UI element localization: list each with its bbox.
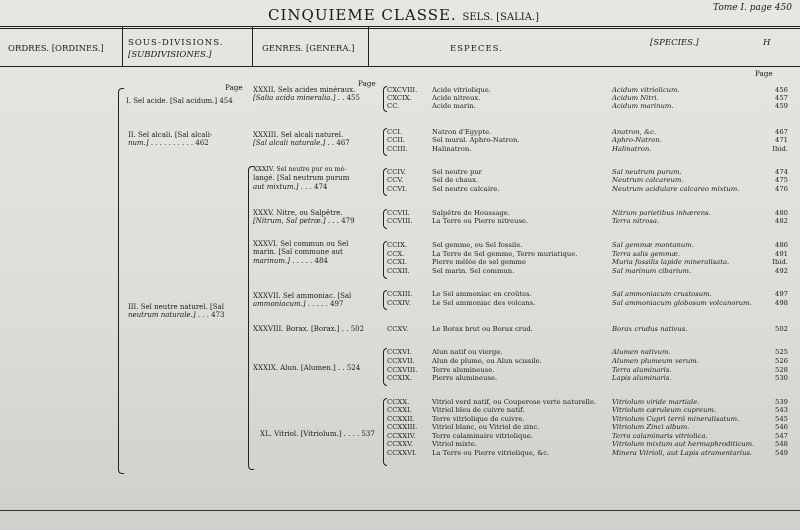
species-name: Borax crudus nativus. bbox=[612, 325, 688, 333]
genre-number: CCXII. bbox=[387, 267, 410, 275]
subdivision-xxxiii: XXXIII. Sel alcali naturel. [Sal alcali naturale.] . . 467 bbox=[253, 131, 350, 148]
species-page: 545 bbox=[775, 415, 788, 423]
species-name: Sal ammoniacum globosum volcanorum. bbox=[612, 299, 752, 307]
species-page: 526 bbox=[775, 357, 788, 365]
species-row bbox=[612, 357, 788, 365]
species-row bbox=[612, 241, 788, 249]
subdivision-xl: XL. Vitriol. [Vitriolum.] . . . . 537 bbox=[260, 430, 375, 438]
species-page: 539 bbox=[775, 398, 788, 406]
genre-number: CXCIX. bbox=[387, 94, 412, 102]
species-name: Neutrum acidulare calcareo mixtum. bbox=[612, 185, 740, 193]
species-page: 480 bbox=[775, 209, 788, 217]
col-header-subdivisions: SOUS-DIVISIONS. bbox=[128, 38, 224, 48]
species-page: 492 bbox=[775, 267, 788, 275]
species-page: 457 bbox=[775, 94, 788, 102]
espece-name: La Terre de Sel gemme, Terre muriatique. bbox=[432, 250, 578, 258]
species-page: 491 bbox=[775, 250, 788, 258]
espece-name: Alun de plume, ou Alun scissile. bbox=[432, 357, 542, 365]
species-name: Vitriolum mixtum aut hermaphroditicum. bbox=[612, 440, 755, 448]
species-name: Aphro-Natron. bbox=[612, 136, 662, 144]
header-rule-top bbox=[0, 26, 800, 27]
espece-name: La Terre ou Pierre nitreuse. bbox=[432, 217, 529, 225]
genre-number: CCX. bbox=[387, 250, 405, 258]
espece-name: Vitriol mixte. bbox=[432, 440, 477, 448]
species-name: Terra salis gemmæ. bbox=[612, 250, 681, 258]
column-divider-2 bbox=[252, 27, 253, 67]
espece-name: Sel marin. Sel commun. bbox=[432, 267, 515, 275]
species-row bbox=[612, 325, 788, 333]
espece-name: Acide nitreux. bbox=[432, 94, 481, 102]
species-name: Lapis aluminaris. bbox=[612, 374, 672, 382]
species-row bbox=[612, 217, 788, 225]
species-page: 530 bbox=[775, 374, 788, 382]
species-row bbox=[612, 136, 788, 144]
species-row bbox=[612, 258, 788, 266]
species-row bbox=[612, 102, 788, 110]
column-divider-3 bbox=[368, 27, 369, 67]
ordre-1: I. Sel acide. [Sal acidum.] 454 bbox=[126, 97, 233, 105]
species-page: 547 bbox=[775, 432, 788, 440]
genre-number: CCV. bbox=[387, 176, 404, 184]
species-page: 497 bbox=[775, 290, 788, 298]
species-page: 546 bbox=[775, 423, 788, 431]
col-header-ordres: ORDRES. [ORDINES.] bbox=[8, 44, 104, 54]
tome-page: Tome I. page 450 bbox=[713, 3, 792, 13]
col-header-subdivisions-latin: [SUBDIVISIONES.] bbox=[128, 50, 212, 60]
genre-number: CCXXIV. bbox=[387, 432, 416, 440]
col-header-especes: ESPECES. bbox=[450, 44, 503, 54]
genre-number: CCXIV. bbox=[387, 299, 411, 307]
subdivision-xxxvii: XXXVII. Sel ammoniac. [Sal ammoniacum.] . . . . . 497 bbox=[253, 292, 352, 309]
espece-name: Sel neutre pur bbox=[432, 168, 482, 176]
species-name: Acidum vitriolicum. bbox=[612, 86, 680, 94]
genre-number: CC. bbox=[387, 102, 400, 110]
genre-number: CCXVIII. bbox=[387, 366, 418, 374]
genre-number: CCVI. bbox=[387, 185, 408, 193]
espece-name: Acide vitriolique. bbox=[432, 86, 491, 94]
species-page: 548 bbox=[775, 440, 788, 448]
genre-number: CCXIX. bbox=[387, 374, 412, 382]
espece-name: Terre calaminaire vitriolique. bbox=[432, 432, 533, 440]
species-name: Sal ammoniacum crustosum. bbox=[612, 290, 712, 298]
espece-name: Sel de chaux. bbox=[432, 176, 479, 184]
subdivision-xxxiv: XXXIV. Sel neutre pur ou mé- langé. [Sal neutrum purum aut mixtum.] . . . 474 bbox=[253, 166, 350, 191]
page-label-species: Page bbox=[755, 69, 773, 78]
espece-name: Sel neutre calcaire. bbox=[432, 185, 500, 193]
species-page: Ibid. bbox=[772, 258, 788, 266]
subdivision-xxxvi: XXXVI. Sel commun ou Sel marin. [Sal commune aut marinum.] . . . . . 484 bbox=[253, 240, 349, 265]
species-name: Sal marinum cibarium. bbox=[612, 267, 692, 275]
species-row bbox=[612, 449, 788, 457]
ordre-3: III. Sel neutre naturel. [Sal neutrum naturale.] . . . 473 bbox=[128, 303, 225, 320]
genre-number: CCVIII. bbox=[387, 217, 413, 225]
species-row bbox=[612, 185, 788, 193]
genre-number: CCII. bbox=[387, 136, 405, 144]
species-name: Terra calaminaris vitriolica. bbox=[612, 432, 708, 440]
espece-name: Alun natif ou vierge. bbox=[432, 348, 503, 356]
species-name: Alumen nativum. bbox=[612, 348, 671, 356]
species-page: 549 bbox=[775, 449, 788, 457]
species-name: Anatron, &c. bbox=[612, 128, 657, 136]
species-page: 525 bbox=[775, 348, 788, 356]
species-name: Muria fossilis lapide mineralisata. bbox=[612, 258, 730, 266]
espece-name: Vitriol blanc, ou Vitriol de zinc. bbox=[432, 423, 540, 431]
species-row bbox=[612, 406, 788, 414]
species-page: 459 bbox=[775, 102, 788, 110]
genre-number: CXCVIII. bbox=[387, 86, 418, 94]
species-name: Sal gemmæ montanum. bbox=[612, 241, 694, 249]
species-page: 498 bbox=[775, 299, 788, 307]
espece-name: Terre alumineuse. bbox=[432, 366, 495, 374]
genre-number: CCXX. bbox=[387, 398, 410, 406]
genre-number: CCVII. bbox=[387, 209, 410, 217]
espece-name: Acide marin. bbox=[432, 102, 476, 110]
species-page: 475 bbox=[775, 176, 788, 184]
subdivision-xxxviii: XXXVIII. Borax. [Borax.] . . 502 bbox=[253, 325, 365, 333]
espece-name: Vitriol bleu de cuivre natif. bbox=[432, 406, 525, 414]
genre-number: CCXXI. bbox=[387, 406, 412, 414]
species-name: Acidum Nitri. bbox=[612, 94, 659, 102]
espece-name: Sel gemme, ou Sel fossile. bbox=[432, 241, 523, 249]
bottom-rule bbox=[0, 510, 800, 511]
species-name: Sal neutrum purum. bbox=[612, 168, 682, 176]
species-name: Vitriolum viride martiale. bbox=[612, 398, 700, 406]
species-page: 456 bbox=[775, 86, 788, 94]
column-divider-1 bbox=[122, 27, 123, 67]
subdivision-xxxix: XXXIX. Alun. [Alumen.] . . 524 bbox=[253, 364, 361, 372]
espece-name: Vitriol verd natif, ou Couperose verte naturelle. bbox=[432, 398, 597, 406]
species-name: Terra aluminaris. bbox=[612, 366, 672, 374]
espece-name: Le Sel ammoniac des volcans. bbox=[432, 299, 536, 307]
espece-name: Pierre mêlée de sel gemme bbox=[432, 258, 526, 266]
ordre-2: II. Sel alcali. [Sal alcali- num.] . . . . . . . . . . 462 bbox=[128, 131, 213, 148]
ordres-brace bbox=[118, 88, 124, 474]
genre-number: CCXXVI. bbox=[387, 449, 417, 457]
subdivision-xxxv: XXXV. Nitre, ou Salpêtre. [Nitrum, Sal petræ.] . . . 479 bbox=[253, 209, 355, 226]
species-page: 482 bbox=[775, 217, 788, 225]
col-header-genres: GENRES. [GENERA.] bbox=[262, 44, 355, 54]
species-row bbox=[612, 176, 788, 184]
genre-number: CCIV. bbox=[387, 168, 406, 176]
col-header-species: [SPECIES.] bbox=[650, 38, 699, 48]
espece-name: Salpêtre de Houssage. bbox=[432, 209, 510, 217]
species-page: 543 bbox=[775, 406, 788, 414]
species-name: Neutrum calcareum. bbox=[612, 176, 684, 184]
species-page: 486 bbox=[775, 241, 788, 249]
species-page: 474 bbox=[775, 168, 788, 176]
species-name: Acidum marinum. bbox=[612, 102, 674, 110]
genre-number: CCXXIII. bbox=[387, 423, 418, 431]
espece-name: Sel mural. Aphro-Natron. bbox=[432, 136, 520, 144]
genre-number: CCXXII. bbox=[387, 415, 415, 423]
genre-number: CCIX. bbox=[387, 241, 408, 249]
page-label-subdivisions: Page bbox=[358, 79, 376, 88]
espece-name: Pierre alumineuse. bbox=[432, 374, 498, 382]
species-row bbox=[612, 348, 788, 356]
species-row bbox=[612, 145, 788, 153]
species-page: 471 bbox=[775, 136, 788, 144]
genre-number: CCXVI. bbox=[387, 348, 412, 356]
species-row bbox=[612, 299, 788, 307]
subdivision-xxxii: XXXII. Sels acides minéraux. [Salia acida mineralia.] . . 455 bbox=[253, 86, 360, 103]
species-name: Vitriolum Cupri terrâ mineralisatum. bbox=[612, 415, 740, 423]
genre-number: CCXV. bbox=[387, 325, 409, 333]
species-page: 528 bbox=[775, 366, 788, 374]
species-page: Ibid. bbox=[772, 145, 788, 153]
species-row bbox=[612, 267, 788, 275]
espece-name: Terre vitriolique de cuivre. bbox=[432, 415, 525, 423]
header-rule-top-2 bbox=[0, 28, 800, 29]
espece-name: Natron d'Egypte. bbox=[432, 128, 492, 136]
genre-number: CCXIII. bbox=[387, 290, 413, 298]
genre-number: CCI. bbox=[387, 128, 403, 136]
species-page: 502 bbox=[775, 325, 788, 333]
genre-number: CCXI. bbox=[387, 258, 408, 266]
genre-number: CCIII. bbox=[387, 145, 408, 153]
species-page: 476 bbox=[775, 185, 788, 193]
page-label-ordres: Page bbox=[225, 83, 243, 92]
genre-number: CCXXV. bbox=[387, 440, 413, 448]
genre-number: CCXVII. bbox=[387, 357, 415, 365]
espece-name: Halinatron. bbox=[432, 145, 472, 153]
species-row bbox=[612, 290, 788, 298]
species-row bbox=[612, 374, 788, 382]
species-row bbox=[612, 440, 788, 448]
espece-name: La Terre ou Pierre vitriolique, &c. bbox=[432, 449, 550, 457]
page-title: CINQUIEME CLASSE. SELS. [SALIA.] bbox=[268, 6, 539, 24]
species-name: Minera Vitrioli, aut Lapis atramentarius. bbox=[612, 449, 753, 457]
espece-name: Le Borax brut ou Borax crud. bbox=[432, 325, 533, 333]
species-name: Halinatron. bbox=[612, 145, 652, 153]
species-name: Vitriolum cæruleum cupreum. bbox=[612, 406, 717, 414]
col-header-h: H bbox=[763, 38, 771, 48]
species-page: 467 bbox=[775, 128, 788, 136]
header-rule-bottom bbox=[0, 66, 800, 67]
espece-name: Le Sel ammoniac en croûtes. bbox=[432, 290, 532, 298]
species-name: Alumen plumeum verum. bbox=[612, 357, 699, 365]
species-row bbox=[612, 423, 788, 431]
species-name: Terra nitrosa. bbox=[612, 217, 660, 225]
species-name: Nitrum parietibus inhærens. bbox=[612, 209, 711, 217]
species-name: Vitriolum Zinci album. bbox=[612, 423, 690, 431]
page-subtitle: SELS. [SALIA.] bbox=[462, 12, 539, 23]
